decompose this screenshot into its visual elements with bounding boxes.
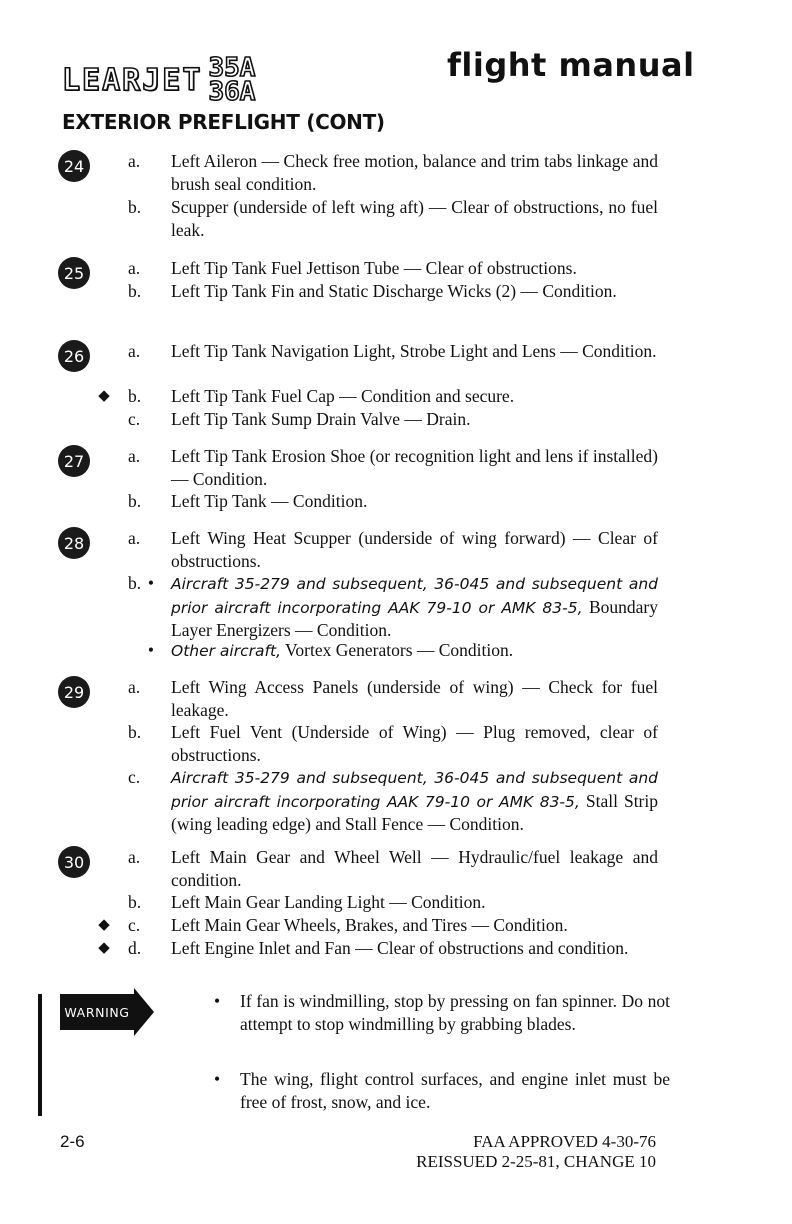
reissue-line: REISSUED 2-25-81, CHANGE 10 (416, 1152, 656, 1171)
learjet-logo (62, 52, 255, 108)
item-text: Left Tip Tank Sump Drain Valve — Drain. (171, 409, 471, 429)
item-label: a. (128, 341, 141, 361)
item-label: a. (128, 151, 141, 171)
item-label: c. (128, 915, 141, 935)
item-text: Left Main Gear Wheels, Brakes, and Tires — Condition. (171, 915, 568, 935)
item-text: Left Tip Tank Navigation Light, Strobe Light and Lens — Condition. (171, 341, 657, 361)
step-number-badge: 24 (58, 150, 90, 182)
item-label: a. (128, 847, 141, 867)
item-label: c. (128, 767, 141, 787)
item-label: b. (128, 722, 142, 742)
change-bar (38, 994, 42, 1116)
model-35a: 35A (208, 53, 256, 83)
step-number-badge: 27 (58, 445, 90, 477)
item-label: d. (128, 938, 142, 958)
warning-text: The wing, flight control surfaces, and engine inlet must be free of frost, snow, and ice. (240, 1069, 670, 1112)
step-number-badge: 28 (58, 527, 90, 559)
step-number-badge: 25 (58, 257, 90, 289)
item-label: b. (128, 573, 142, 593)
step-number-badge: 26 (58, 340, 90, 372)
item-label: b. (128, 386, 142, 406)
approval-block (416, 1132, 656, 1172)
model-36a: 36A (208, 77, 256, 107)
item-text: Left Main Gear and Wheel Well — Hydraulic/fuel leakage and condition. (171, 847, 658, 890)
item-text: Scupper (underside of left wing aft) — Clear of obstructions, no fuel leak. (171, 197, 658, 240)
arrow-right-icon (134, 988, 154, 1036)
item-label: a. (128, 258, 141, 278)
item-text: Left Main Gear Landing Light — Condition. (171, 892, 486, 912)
item-label: b. (128, 281, 142, 301)
page-number: 2-6 (60, 1132, 85, 1151)
bullet-icon: • (147, 640, 155, 660)
item-text: Left Wing Access Panels (underside of wing) — Check for fuel leakage. (171, 677, 658, 720)
step-number-badge: 30 (58, 846, 90, 878)
item-text: Left Tip Tank Erosion Shoe (or recognition light and lens if installed) — Condition. (171, 446, 658, 489)
item-action: Vortex Generators — Condition. (285, 640, 514, 660)
item-text: Left Tip Tank Fuel Jettison Tube — Clear of obstructions. (171, 258, 577, 278)
applicability-note: Aircraft 35-279 and subsequent, 36-045 and subsequent and prior aircraft incorporating AAK 79-10 or AMK 83-5, (171, 769, 658, 811)
applicability-note: Aircraft 35-279 and subsequent, 36-045 and subsequent and prior aircraft incorporating AAK 79-10 or AMK 83-5, (171, 575, 658, 617)
warning-label: WARNING (60, 994, 134, 1030)
bullet-icon: • (214, 1069, 221, 1089)
diamond-icon: ◆ (98, 388, 110, 404)
manual-title: flight manual (447, 46, 695, 84)
warning-text: If fan is windmilling, stop by pressing on fan spinner. Do not attempt to stop windmilling by grabbing blades. (240, 991, 670, 1034)
brand-wordmark: LEARJET (62, 62, 203, 98)
item-label: a. (128, 528, 141, 548)
approval-line: FAA APPROVED 4-30-76 (473, 1132, 656, 1151)
diamond-icon: ◆ (98, 917, 110, 933)
bullet-icon: • (147, 573, 155, 593)
item-text: Left Aileron — Check free motion, balance and trim tabs linkage and brush seal condition. (171, 151, 658, 194)
model-designations (208, 53, 256, 107)
item-label: a. (128, 677, 141, 697)
item-text: Left Tip Tank Fuel Cap — Condition and secure. (171, 386, 515, 406)
applicability-note: Other aircraft, (171, 642, 281, 660)
item-text: Left Engine Inlet and Fan — Clear of obstructions and condition. (171, 938, 629, 958)
item-label: b. (128, 491, 142, 511)
warning-flag (60, 988, 156, 1036)
item-action: Boundary Layer Energizers — Condition. (171, 596, 658, 640)
item-label: a. (128, 446, 141, 466)
item-text: Left Tip Tank Fin and Static Discharge Wicks (2) — Condition. (171, 281, 617, 301)
item-text (171, 766, 658, 836)
item-text: Left Fuel Vent (Underside of Wing) — Plug removed, clear of obstructions. (171, 722, 658, 765)
item-text: Left Tip Tank — Condition. (171, 491, 368, 511)
item-label: b. (128, 197, 142, 217)
item-text (171, 572, 658, 642)
item-text (171, 639, 658, 663)
item-label: b. (128, 892, 142, 912)
bullet-icon: • (214, 991, 221, 1011)
section-title: EXTERIOR PREFLIGHT (CONT) (62, 110, 385, 134)
item-action: Stall Strip (wing leading edge) and Stall Fence — Condition. (171, 790, 658, 834)
item-label: c. (128, 409, 141, 429)
item-text: Left Wing Heat Scupper (underside of wing forward) — Clear of obstructions. (171, 528, 658, 571)
diamond-icon: ◆ (98, 940, 110, 956)
step-number-badge: 29 (58, 676, 90, 708)
